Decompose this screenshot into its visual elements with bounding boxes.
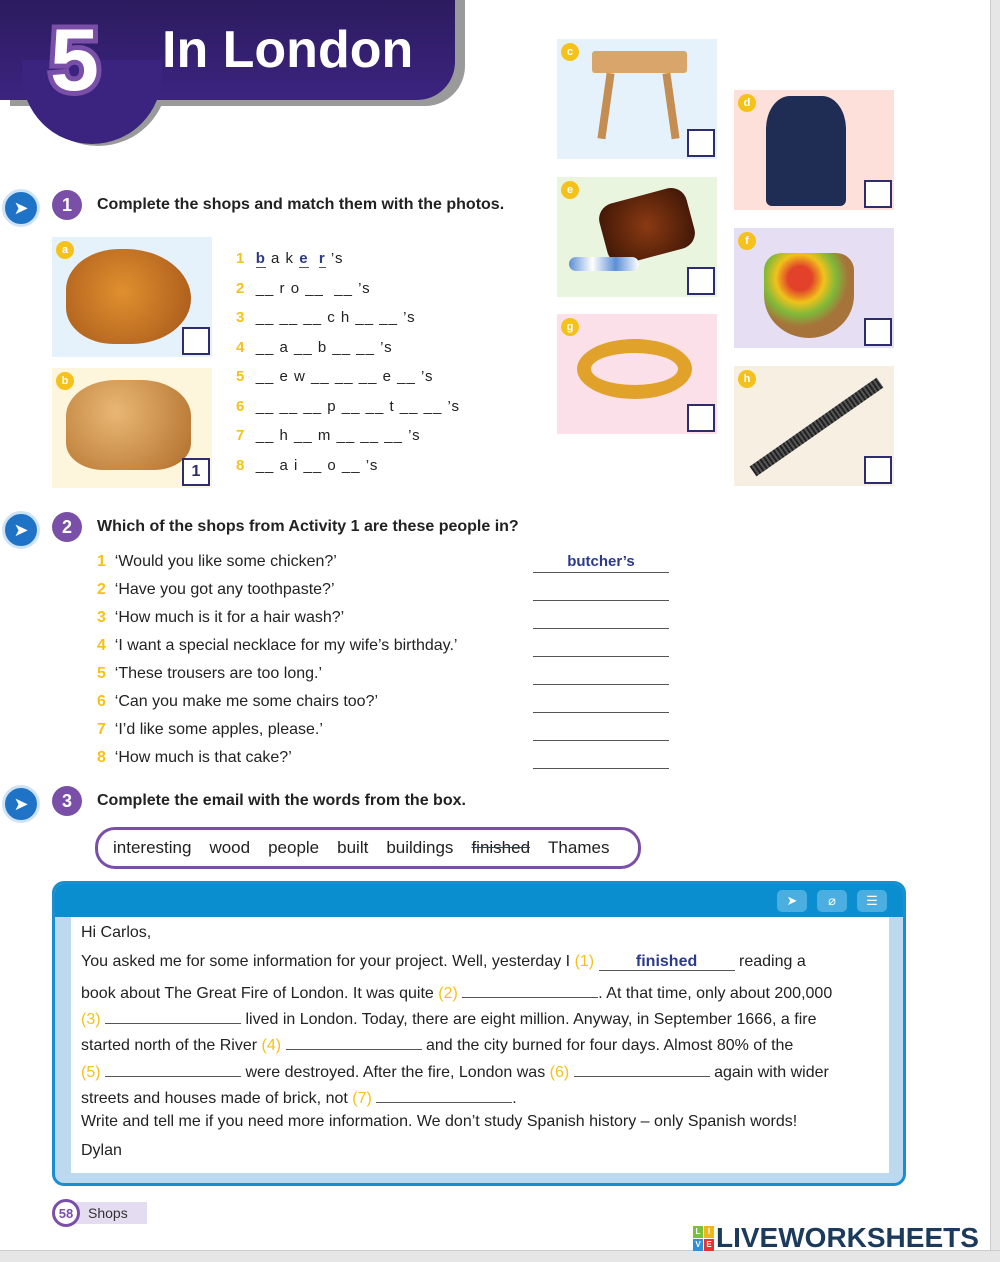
email-line: [81, 1059, 829, 1082]
shop-blanks: __ e w __ __ __ e __ ’s: [255, 368, 434, 385]
item-number: 5: [236, 368, 246, 385]
text: . At that time, only about 200,000: [598, 985, 833, 1002]
shop-item[interactable]: [236, 368, 434, 385]
answer-letter: r: [318, 250, 326, 267]
photo-letter: h: [738, 370, 756, 388]
shop-item[interactable]: [236, 457, 378, 474]
word-box: [95, 827, 641, 869]
answer-field[interactable]: [533, 665, 669, 685]
question-text: ‘Can you make me some chairs too?’: [114, 693, 379, 710]
logo-tile: E: [704, 1239, 714, 1251]
email-line: [81, 980, 832, 1003]
item-number: 5: [97, 665, 106, 682]
stool-leg: [662, 73, 679, 139]
item-number: 2: [236, 280, 246, 297]
gap-answer[interactable]: [574, 1059, 710, 1077]
gap-number: (4): [261, 1037, 282, 1054]
shop-item[interactable]: [236, 427, 421, 444]
question-item: [97, 693, 378, 711]
answer-box[interactable]: [182, 327, 210, 355]
question-text: ‘Have you got any toothpaste?’: [114, 581, 335, 598]
shop-item[interactable]: [236, 280, 371, 297]
shop-blanks: __ a i __ o __ ’s: [255, 457, 379, 474]
shop-item[interactable]: 1 b a k e r ’s: [236, 250, 344, 267]
answer-letter: b: [255, 250, 266, 267]
question-text: ‘How much is it for a hair wash?’: [114, 609, 345, 626]
gap-number: (2): [438, 985, 458, 1002]
shop-item[interactable]: [236, 398, 460, 415]
item-number: 1: [97, 553, 106, 570]
item-number: 7: [97, 721, 106, 738]
page-number: 58: [52, 1199, 80, 1227]
email-greeting: Hi Carlos,: [81, 924, 152, 941]
logo-tiles: [693, 1226, 714, 1251]
answer-field[interactable]: [533, 721, 669, 741]
email-signature: Dylan: [81, 1142, 122, 1159]
item-number: 8: [97, 749, 106, 766]
item-number: 6: [97, 693, 106, 710]
activity-instruction: Complete the shops and match them with the photos.: [97, 196, 505, 213]
photo-letter: d: [738, 94, 756, 112]
stool-image: [592, 51, 687, 73]
pills-bottle-image: [596, 184, 699, 267]
question-item: [97, 749, 292, 767]
logo-tile: V: [693, 1239, 703, 1251]
item-number: 8: [236, 457, 246, 474]
shop-blanks: __ r o __ __ ’s: [255, 280, 371, 297]
photo-letter: g: [561, 318, 579, 336]
photo-letter: f: [738, 232, 756, 250]
unit-title: In London: [162, 21, 414, 79]
photo-f: [734, 228, 894, 348]
word[interactable]: wood: [209, 838, 251, 857]
gap-answer[interactable]: [376, 1085, 512, 1103]
shop-item[interactable]: [236, 339, 393, 356]
gap-answer[interactable]: [462, 980, 598, 998]
shop-blanks: __ __ __ p __ __ t __ __ ’s: [255, 398, 461, 415]
gap-number: (6): [549, 1064, 570, 1081]
activity-instruction: Which of the shops from Activity 1 are these people in?: [97, 518, 519, 535]
photo-letter: b: [56, 372, 74, 390]
item-number: 3: [97, 609, 106, 626]
email-line: [81, 1085, 517, 1108]
activity-instruction: Complete the email with the words from the box.: [97, 792, 466, 809]
photo-c: [557, 39, 717, 159]
item-number: 6: [236, 398, 246, 415]
answer-letter: e: [299, 250, 309, 267]
cursor-icon[interactable]: ➤: [2, 785, 40, 823]
question-item: [97, 665, 322, 683]
logo-text: LIVEWORKSHEETS: [716, 1222, 979, 1253]
answer-field[interactable]: [533, 693, 669, 713]
gap-number: (5): [81, 1064, 101, 1081]
photo-d: [734, 90, 894, 210]
menu-icon[interactable]: ☰: [857, 890, 887, 912]
chicken-image: [66, 249, 191, 344]
cursor-icon[interactable]: ➤: [2, 511, 40, 549]
text: .: [512, 1090, 517, 1107]
shop-blanks: __ a __ b __ __ ’s: [255, 339, 393, 356]
activity-number: 1: [52, 190, 82, 220]
gap-answer[interactable]: [105, 1059, 241, 1077]
gap-number: (7): [352, 1090, 372, 1107]
text: reading a: [739, 953, 806, 970]
question-item: [97, 553, 337, 571]
text: were destroyed. After the fire, London was: [245, 1064, 550, 1081]
question-text: ‘Would you like some chicken?’: [114, 553, 337, 570]
answer-field[interactable]: [533, 637, 669, 657]
photo-letter: c: [561, 43, 579, 61]
cursor-icon[interactable]: ➤: [2, 189, 40, 227]
answer-box[interactable]: [687, 129, 715, 157]
question-item: [97, 721, 323, 739]
ring-image: [577, 339, 692, 399]
photo-h: [734, 366, 894, 486]
item-number: 4: [236, 339, 246, 356]
answer-field[interactable]: butcher’s: [533, 553, 669, 573]
stool-leg: [597, 73, 614, 139]
text: You asked me for some information for your project. Well, yesterday I: [81, 953, 575, 970]
section-label: Shops: [70, 1202, 147, 1224]
email-line: [81, 1032, 793, 1055]
answer-field[interactable]: [533, 609, 669, 629]
logo-tile: L: [693, 1226, 703, 1238]
liveworksheets-logo: [693, 1222, 979, 1254]
question-text: ‘I’d like some apples, please.’: [114, 721, 323, 738]
email-line: [81, 953, 806, 971]
photo-e: [557, 177, 717, 297]
answer-box[interactable]: [687, 404, 715, 432]
page-frame-right: [990, 0, 1000, 1262]
shop-item[interactable]: [236, 309, 416, 326]
answer-box[interactable]: [864, 318, 892, 346]
gap-answer[interactable]: [105, 1006, 241, 1024]
bread-image: [66, 380, 191, 470]
question-text: ‘These trousers are too long.’: [114, 665, 323, 682]
word[interactable]: people: [268, 838, 320, 857]
shop-blanks: __ h __ m __ __ __ ’s: [255, 427, 421, 444]
item-number: 4: [97, 637, 106, 654]
answer-box[interactable]: [864, 456, 892, 484]
answer-field[interactable]: [533, 749, 669, 769]
email-header: [55, 884, 903, 917]
activity-number: 2: [52, 512, 82, 542]
gap-number: (3): [81, 1011, 101, 1028]
photo-letter: a: [56, 241, 74, 259]
word[interactable]: buildings: [386, 838, 454, 857]
photo-letter: e: [561, 181, 579, 199]
item-number: 1: [236, 250, 246, 267]
word[interactable]: Thames: [548, 838, 610, 857]
photo-b: [52, 368, 212, 488]
jacket-image: [766, 96, 846, 206]
question-text: ‘How much is that cake?’: [114, 749, 292, 766]
activity-number: 3: [52, 786, 82, 816]
question-item: [97, 581, 335, 599]
pills: [569, 257, 639, 271]
gap-answer[interactable]: finished: [599, 953, 735, 971]
question-item: [97, 637, 457, 655]
answer-box[interactable]: 1: [182, 458, 210, 486]
text: again with wider: [714, 1064, 829, 1081]
word[interactable]: interesting: [113, 838, 192, 857]
item-number: 3: [236, 309, 246, 326]
photo-a: [52, 237, 212, 357]
item-number: 2: [97, 581, 106, 598]
shop-blanks: __ __ __ c h __ __ ’s: [255, 309, 416, 326]
logo-tile: I: [704, 1226, 714, 1238]
question-text: ‘I want a special necklace for my wife’s birthday.’: [114, 637, 458, 654]
text: book about The Great Fire of London. It was quite: [81, 985, 439, 1002]
text: and the city burned for four days. Almost 80% of the: [426, 1037, 794, 1054]
answer-box[interactable]: [864, 180, 892, 208]
text: lived in London. Today, there are eight million. Anyway, in September 1666, a fire: [245, 1011, 817, 1028]
gap-answer[interactable]: [286, 1032, 422, 1050]
word[interactable]: built: [337, 838, 369, 857]
photo-g: [557, 314, 717, 434]
fruit-basket-image: [764, 253, 854, 338]
text: streets and houses made of brick, not: [81, 1090, 353, 1107]
word-used[interactable]: finished: [471, 838, 531, 857]
text: started north of the River: [81, 1037, 262, 1054]
answer-field[interactable]: [533, 581, 669, 601]
paperclip-icon[interactable]: ⌀: [817, 890, 847, 912]
question-item: [97, 609, 344, 627]
send-icon[interactable]: ➤: [777, 890, 807, 912]
email-line: Write and tell me if you need more information. We don’t study Spanish history – only Spanish words!: [81, 1113, 798, 1130]
unit-number: 5: [50, 10, 99, 109]
answer-box[interactable]: [687, 267, 715, 295]
gap-number: (1): [574, 953, 595, 970]
item-number: 7: [236, 427, 246, 444]
email-line: [81, 1006, 816, 1029]
